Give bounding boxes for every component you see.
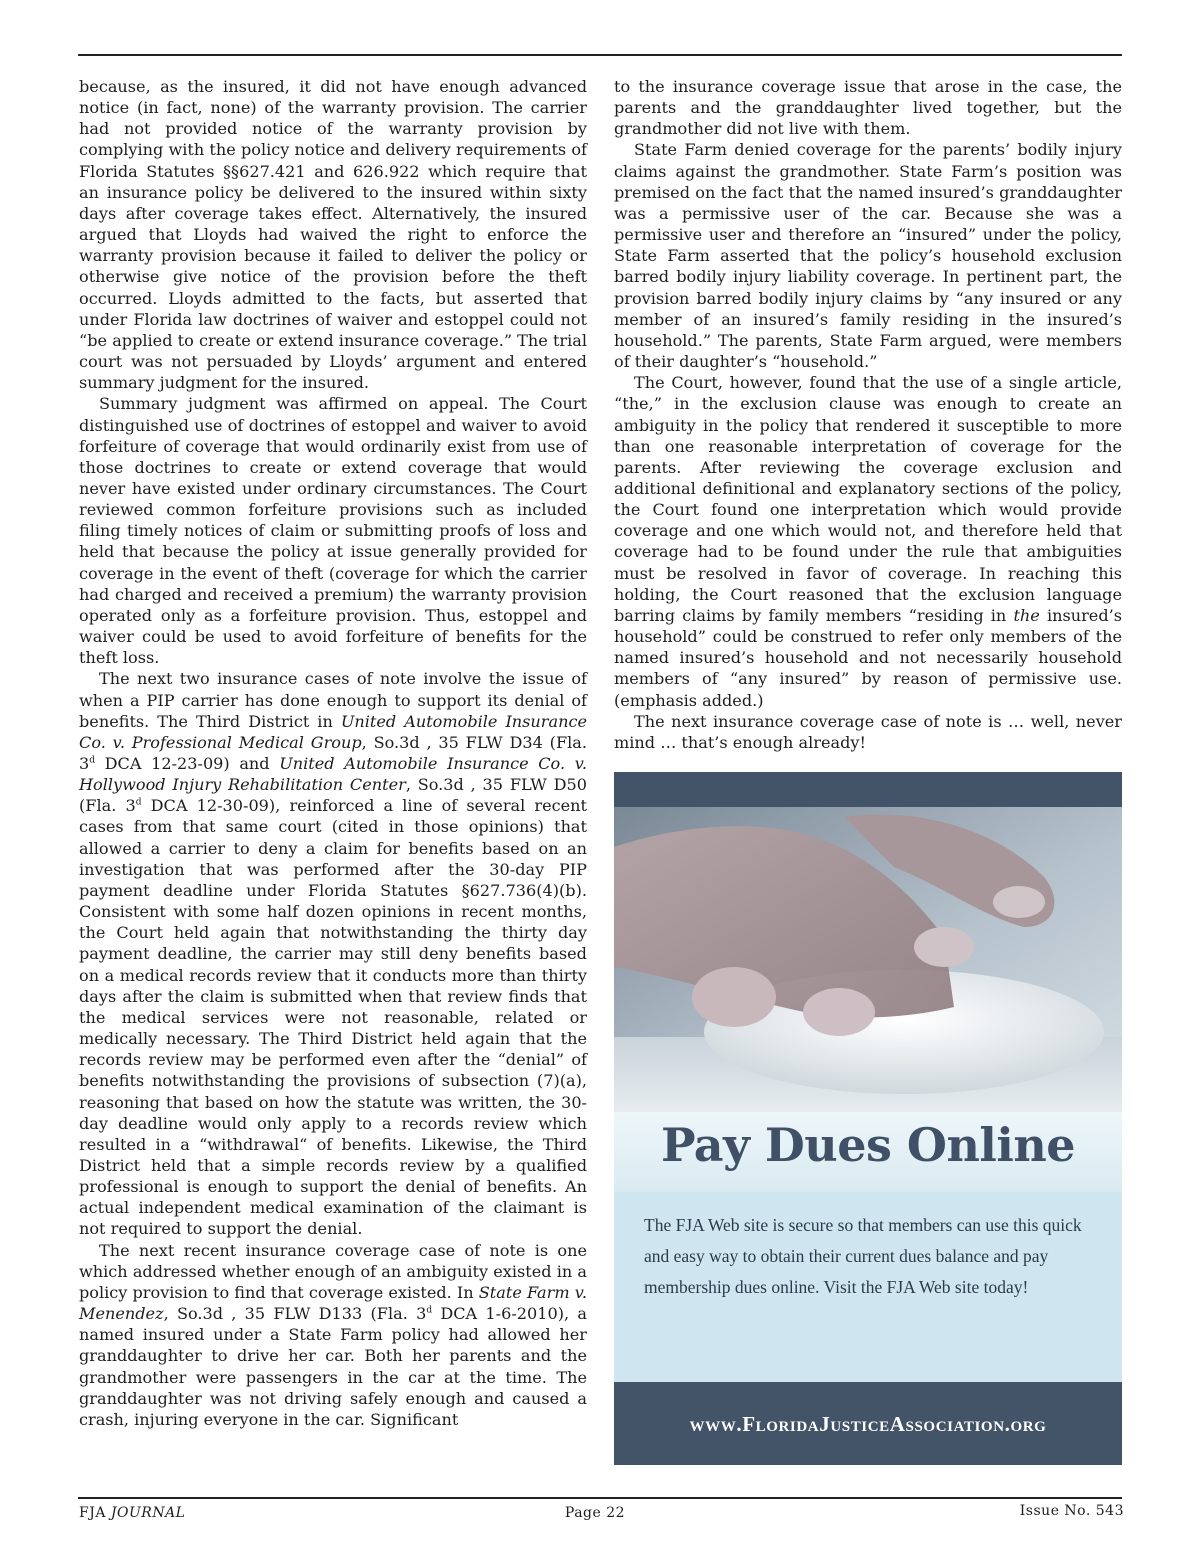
footer-prefix: FJA xyxy=(79,1505,111,1521)
text-run: DCA 12-23-09) and xyxy=(95,754,280,773)
issue-number: Issue No. 543 xyxy=(1019,1503,1124,1519)
ad-top-bar xyxy=(614,772,1122,807)
superscript: d xyxy=(135,797,142,808)
paragraph: Summary judgment was affirmed on appeal. The Court distinguished use of doctrines of estoppel and waiver to avoid forfeiture of coverage that would ordinarily exist from use of those doctrines to create or extend coverage that would never have existed under ordinary circumstances. The Court reviewed common forfeiture provisions such as included filing timely notices of claim or submitting proofs of loss and held that because the policy at issue generally provided for coverage in the event of theft (coverage for which the carrier had charged and received a premium) the warranty provision operated only as a forfeiture provision. Thus, estoppel and waiver could be used to avoid forfeiture of benefits for the theft loss. xyxy=(79,394,587,668)
page-number: Page 22 xyxy=(564,1505,626,1521)
paragraph xyxy=(614,372,1122,711)
text-run: The Court, however, found that the use of a single article, “the,” in the exclusion clause was enough to create an ambiguity in the policy that rendered it susceptible to more than one reasonable interpretation of coverage for the parents. After reviewing the coverage exclusion and additional definitional and explanatory sections of the policy, the Court found one interpretation which would provide coverage and one which would not, and therefore held that coverage had to be found under the rule that ambiguities must be resolved in favor of coverage. In reaching this holding, the Court reasoned that the exclusion language barring claims by family members “residing in xyxy=(614,373,1122,625)
emphasis: the xyxy=(1013,605,1040,625)
text-run: DCA 12-30-09), reinforced a line of several recent cases from that same court (cited in those opinions) that allowed a carrier to deny a claim for benefits based on an investigation that was performed after the 30-day PIP payment deadline under Florida Statutes §627.736(4)(b). Consistent with some half dozen opinions in recent months, the Court held again that notwithstanding the thirty day payment deadline, the carrier may still deny benefits based on a medical records review that it conducts more than thirty days after the claim is submitted when that review finds that the medical services were not reasonable, related or medically necessary. The Third District held again that the records review may be performed even after the “denial” of benefits notwithstanding the provisions of subsection (7)(a), reasoning that based on how the statute was written, the 30-day deadline would only apply to a records review which resulted in a “withdrawal“ of benefits. Likewise, the Third District held that a simple records review by a qualified professional is enough to support the denial of benefits. An actual independent medical examination of the claimant is not required to support the denial. xyxy=(79,796,587,1239)
left-column xyxy=(79,76,587,1430)
text-run: , So.3d , 35 FLW D34 (Fla. 3 xyxy=(79,732,587,773)
superscript: d xyxy=(426,1305,433,1316)
hand-on-mouse-photo xyxy=(614,807,1122,1112)
text-run: , So.3d , 35 FLW D50 (Fla. 3 xyxy=(79,775,587,816)
text-run: , So.3d , 35 FLW D133 (Fla. 3 xyxy=(163,1304,427,1324)
paragraph: State Farm denied coverage for the parents’ bodily injury claims against the grandmother. State Farm’s position was premised on the fact that the named insured’s granddaughter was a permissive user of the car. Because she was a permissive user and therefore an “insured” under the policy, State Farm asserted that the policy’s household exclusion barred bodily injury liability coverage. In pertinent part, the provision barred bodily injury claims by “any insured or any member of an insured’s family residing in the insured’s household.” The parents, State Farm argued, were members of their daughter’s “household.” xyxy=(614,140,1122,372)
paragraph: because, as the insured, it did not have enough advanced notice (in fact, none) of the warranty provision. The carrier had not provided notice of the warranty provision by complying with the policy notice and delivery requirements of Florida Statutes §§627.421 and 626.922 which require that an insurance policy be delivered to the insured within sixty days after coverage takes effect. Alternatively, the insured argued that Lloyds had waived the right to enforce the warranty provision because it failed to deliver the policy or otherwise give notice of the provision before the theft occurred. Lloyds admitted to the facts, but asserted that under Florida law doctrines of waiver and estoppel could not “be applied to create or extend insurance coverage.” The trial court was not persuaded by Lloyds’ argument and entered summary judgment for the insured. xyxy=(79,77,587,393)
footer-rule xyxy=(78,1497,1122,1499)
paragraph xyxy=(79,668,587,1239)
footer-publication xyxy=(79,1505,185,1521)
ad-headline: Pay Dues Online xyxy=(660,1118,1076,1172)
website-url: www.FloridaJusticeAssociation.org xyxy=(689,1412,1047,1436)
pay-dues-advertisement xyxy=(614,772,1122,1465)
text-run: The next two insurance cases of note involve the issue of when a PIP carrier has done enough to support its denial of benefits. The Third District in xyxy=(79,669,587,731)
superscript: d xyxy=(89,755,96,766)
text-run: The next recent insurance coverage case of note is one which addressed whether enough of an ambiguity existed in a policy provision to find that coverage existed. In xyxy=(79,1240,587,1302)
text-run: DCA 1-6-2010), a named insured under a State Farm policy had allowed her granddaughter to drive her car. Both her parents and the grandmother were passengers in the car at the time. The granddaughter was not driving safely enough and caused a crash, injuring everyone in the car. Significant xyxy=(79,1304,587,1429)
case-name: State Farm v. Menendez xyxy=(79,1282,588,1324)
case-name: United Automobile Insurance Co. v. Hollywood Injury Rehabilitation Center xyxy=(79,754,588,795)
header-rule xyxy=(78,54,1122,56)
right-column xyxy=(614,76,1122,753)
footer-journal: JOURNAL xyxy=(110,1505,186,1521)
paragraph: The next insurance coverage case of note is … well, never mind … that’s enough already! xyxy=(614,711,1122,752)
case-name: United Automobile Insurance Co. v. Professional Medical Group xyxy=(79,711,587,752)
ad-body-text: The FJA Web site is secure so that members can use this quick and easy way to obtain their current dues balance and pay membership dues online. Visit the FJA Web site today! xyxy=(644,1215,1082,1297)
paragraph xyxy=(79,1240,587,1430)
text-run: insured’s household” could be construed to refer only members of the named insured’s household and not necessarily household members of “any insured” by reason of permissive use. (emphasis added.) xyxy=(614,605,1122,710)
paragraph: to the insurance coverage issue that arose in the case, the parents and the granddaughter lived together, but the grandmother did not live with them. xyxy=(614,77,1122,139)
